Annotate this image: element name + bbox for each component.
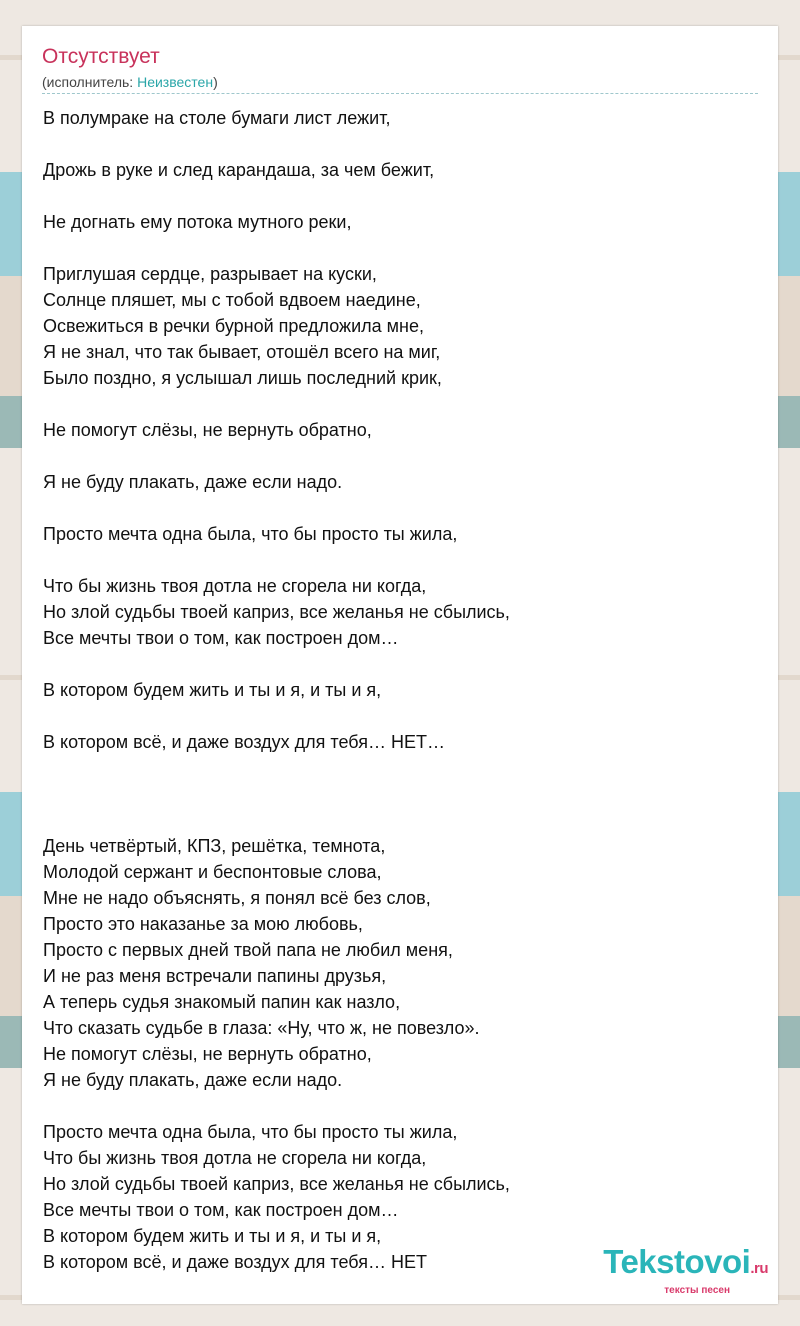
- lyric-line: [43, 183, 758, 209]
- lyric-line: [43, 781, 758, 807]
- lyric-line: Просто мечта одна была, что бы просто ты жила,: [43, 1122, 458, 1142]
- lyric-line: А теперь судья знакомый папин как назло,: [43, 992, 401, 1012]
- lyric-line: [43, 703, 758, 729]
- logo-tagline: тексты песен: [664, 1285, 730, 1296]
- lyric-line: [43, 807, 758, 833]
- lyric-line: Не помогут слёзы, не вернуть обратно,: [43, 1044, 372, 1064]
- lyric-line: Солнце пляшет, мы с тобой вдвоем наедине,: [43, 290, 421, 310]
- lyrics-card: [22, 26, 778, 1304]
- lyric-line: Было поздно, я услышал лишь последний крик,: [43, 368, 442, 388]
- lyric-line: Но злой судьбы твоей каприз, все желанья не сбылись,: [43, 602, 510, 622]
- lyric-line: Просто с первых дней твой папа не любил меня,: [43, 940, 453, 960]
- logo-name: Tekstovoi: [603, 1243, 751, 1280]
- lyric-line: Мне не надо объяснять, я понял всё без слов,: [43, 888, 431, 908]
- lyrics-text: [43, 105, 758, 1275]
- divider: [42, 93, 758, 94]
- artist-link[interactable]: Неизвестен: [137, 74, 214, 90]
- lyric-line: Не помогут слёзы, не вернуть обратно,: [43, 420, 372, 440]
- lyric-line: [43, 1093, 758, 1119]
- lyric-line: В полумраке на столе бумаги лист лежит,: [43, 108, 391, 128]
- lyric-line: В котором будем жить и ты и я, и ты и я,: [43, 680, 382, 700]
- lyric-line: Дрожь в руке и след карандаша, за чем бежит,: [43, 160, 435, 180]
- lyric-line: [43, 235, 758, 261]
- lyric-line: Освежиться в речки бурной предложила мне,: [43, 316, 424, 336]
- lyric-line: [43, 651, 758, 677]
- lyric-line: Просто мечта одна была, что бы просто ты жила,: [43, 524, 458, 544]
- song-title: Отсутствует: [42, 45, 160, 68]
- lyric-line: Молодой сержант и беспонтовые слова,: [43, 862, 382, 882]
- artist-suffix: ): [213, 74, 218, 90]
- lyric-line: Просто это наказанье за мою любовь,: [43, 914, 363, 934]
- lyric-line: Все мечты твои о том, как построен дом…: [43, 628, 399, 648]
- lyric-line: Что бы жизнь твоя дотла не сгорела ни когда,: [43, 576, 427, 596]
- lyric-line: Я не буду плакать, даже если надо.: [43, 472, 343, 492]
- lyric-line: [43, 547, 758, 573]
- lyric-line: [43, 755, 758, 781]
- artist-prefix: (исполнитель:: [42, 74, 138, 90]
- lyric-line: Но злой судьбы твоей каприз, все желанья не сбылись,: [43, 1174, 510, 1194]
- lyric-line: Что сказать судьбе в глаза: «Ну, что ж, не повезло».: [43, 1018, 480, 1038]
- site-logo[interactable]: [603, 1245, 768, 1296]
- lyric-line: Что бы жизнь твоя дотла не сгорела ни когда,: [43, 1148, 427, 1168]
- lyric-line: И не раз меня встречали папины друзья,: [43, 966, 387, 986]
- artist-line: [42, 73, 218, 91]
- lyric-line: Не догнать ему потока мутного реки,: [43, 212, 352, 232]
- lyric-line: В котором всё, и даже воздух для тебя… НЕТ…: [43, 732, 445, 752]
- lyric-line: Я не знал, что так бывает, отошёл всего на миг,: [43, 342, 441, 362]
- lyric-line: [43, 443, 758, 469]
- lyric-line: [43, 131, 758, 157]
- lyric-line: Приглушая сердце, разрывает на куски,: [43, 264, 377, 284]
- lyric-line: В котором всё, и даже воздух для тебя… НЕТ: [43, 1252, 427, 1272]
- lyric-line: День четвёртый, КПЗ, решётка, темнота,: [43, 836, 386, 856]
- lyric-line: Все мечты твои о том, как построен дом…: [43, 1200, 399, 1220]
- logo-tld: .ru: [750, 1260, 768, 1277]
- lyric-line: [43, 391, 758, 417]
- lyric-line: Я не буду плакать, даже если надо.: [43, 1070, 343, 1090]
- lyric-line: В котором будем жить и ты и я, и ты и я,: [43, 1226, 382, 1246]
- lyric-line: [43, 495, 758, 521]
